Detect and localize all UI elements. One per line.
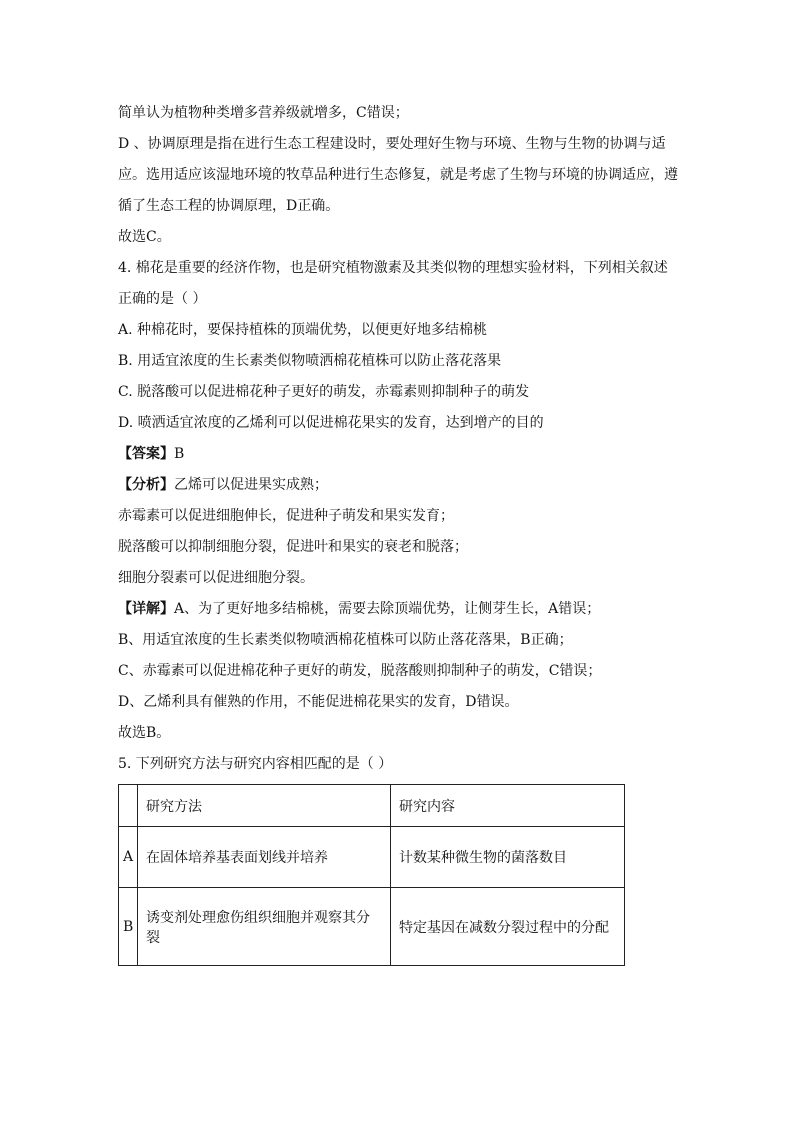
q4-analysis [118, 470, 678, 501]
prev-explanation-line: 应。选用适应该湿地环境的牧草品种进行生态修复，就是考虑了生物与环境的协调适应，遵 [118, 167, 678, 183]
prev-conclusion: 故选C。 [118, 229, 171, 245]
table-header-cell: 研究方法 [138, 785, 391, 827]
analysis-line: 乙烯可以促进果实成熟； [174, 477, 328, 493]
detail-line: D、乙烯利具有催熟的作用，不能促进棉花果实的发育，D错误。 [118, 694, 519, 710]
q4-option-d: D. 喷洒适宜浓度的乙烯利可以促进棉花果实的发育，达到增产的目的 [118, 415, 544, 431]
document-page [118, 98, 678, 966]
q4-detail [118, 594, 678, 625]
q4-stem-line: 正确的是（ ） [118, 291, 207, 307]
table-row [119, 888, 625, 966]
table-cell-content: 计数某种微生物的菌落数目 [391, 827, 625, 888]
table-header-row [119, 785, 625, 827]
detail-line: B、用适宜浓度的生长素类似物喷洒棉花植株可以防止落花落果，B正确； [118, 632, 573, 648]
analysis-label: 【分析】 [118, 477, 174, 493]
q4-option-b: B. 用适宜浓度的生长素类似物喷洒棉花植株可以防止落花落果 [118, 353, 502, 369]
q4-stem-line: 4. 棉花是重要的经济作物，也是研究植物激素及其类似物的理想实验材料，下列相关叙述 [118, 260, 668, 276]
q5-table [118, 784, 625, 966]
answer-value: B [174, 446, 185, 462]
answer-label: 【答案】 [118, 446, 174, 462]
table-cell-label: A [119, 827, 138, 888]
table-row [119, 827, 625, 888]
q4-answer [118, 439, 678, 470]
prev-explanation-line: 循了生态工程的协调原理，D正确。 [118, 198, 340, 214]
table-cell-content: 特定基因在减数分裂过程中的分配 [391, 888, 625, 966]
analysis-line: 细胞分裂素可以促进细胞分裂。 [118, 570, 314, 586]
table-header-cell [119, 785, 138, 827]
table-header-cell: 研究内容 [391, 785, 625, 827]
analysis-line: 脱落酸可以抑制细胞分裂，促进叶和果实的衰老和脱落； [118, 539, 468, 555]
detail-line: A、为了更好地多结棉桃，需要去除顶端优势，让侧芽生长，A错误； [174, 601, 601, 617]
q4-conclusion: 故选B。 [118, 725, 171, 741]
detail-label: 【详解】 [118, 601, 174, 617]
table-cell-method: 在固体培养基表面划线并培养 [138, 827, 391, 888]
q4-option-c: C. 脱落酸可以促进棉花种子更好的萌发，赤霉素则抑制种子的萌发 [118, 384, 530, 400]
q4-option-a: A. 种棉花时，要保持植株的顶端优势，以便更好地多结棉桃 [118, 322, 488, 338]
prev-explanation-line: D 、协调原理是指在进行生态工程建设时，要处理好生物与环境、生物与生物的协调与适 [118, 136, 666, 152]
q5-stem: 5. 下列研究方法与研究内容相匹配的是（ ） [118, 756, 393, 772]
detail-line: C、赤霉素可以促进棉花种子更好的萌发，脱落酸则抑制种子的萌发，C错误； [118, 663, 602, 679]
prev-explanation-line: 简单认为植物种类增多营养级就增多，C错误； [118, 105, 409, 121]
table-cell-label: B [119, 888, 138, 966]
analysis-line: 赤霉素可以促进细胞伸长，促进种子萌发和果实发育； [118, 508, 454, 524]
table-cell-method: 诱变剂处理愈伤组织细胞并观察其分裂 [138, 888, 391, 966]
